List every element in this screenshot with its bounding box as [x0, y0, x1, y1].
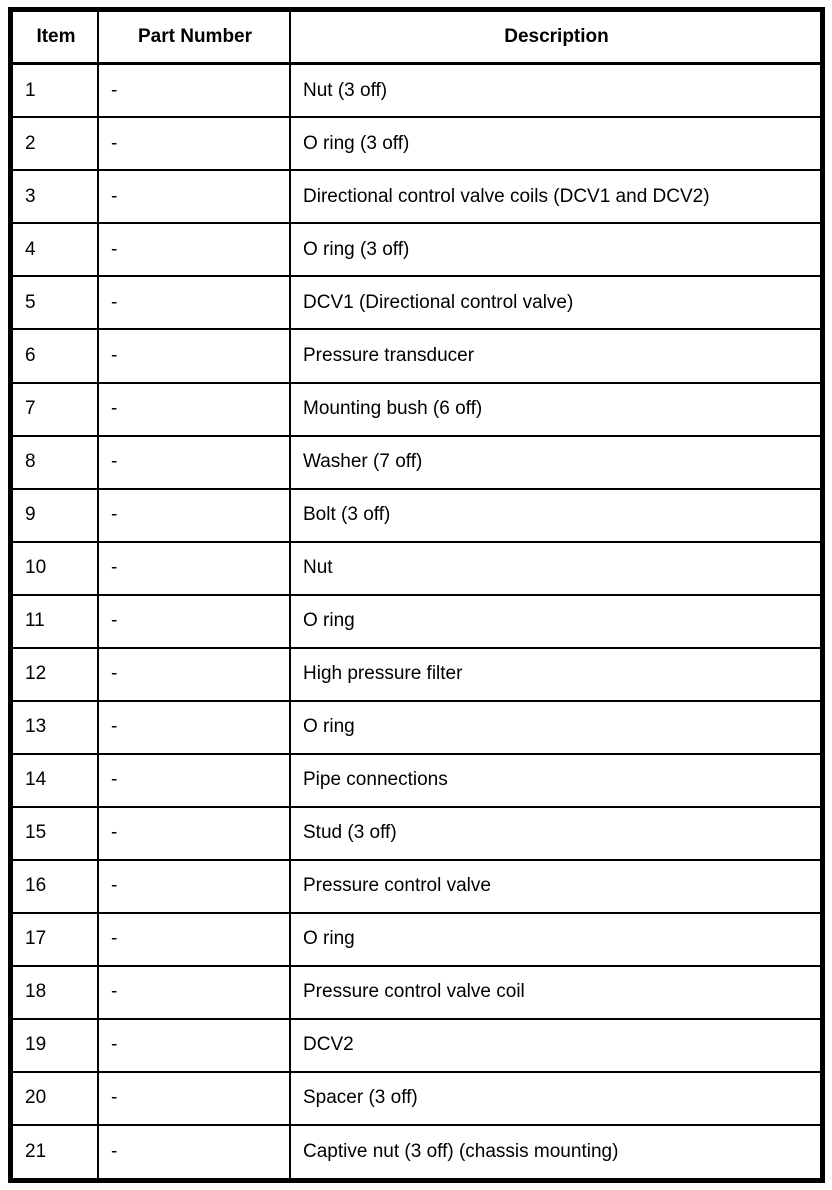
cell-description: Pressure transducer [290, 329, 823, 382]
cell-description: DCV1 (Directional control valve) [290, 276, 823, 329]
cell-item: 11 [11, 595, 99, 648]
cell-description: Nut [290, 542, 823, 595]
cell-part-number: - [98, 542, 290, 595]
table-row [11, 701, 823, 754]
cell-description: Bolt (3 off) [290, 489, 823, 542]
cell-item: 18 [11, 966, 99, 1019]
cell-description: O ring (3 off) [290, 117, 823, 170]
cell-part-number: - [98, 754, 290, 807]
table-row [11, 966, 823, 1019]
table-row [11, 595, 823, 648]
table-row [11, 276, 823, 329]
cell-description: Nut (3 off) [290, 64, 823, 118]
cell-item: 14 [11, 754, 99, 807]
table-row [11, 860, 823, 913]
cell-item: 8 [11, 436, 99, 489]
cell-part-number: - [98, 648, 290, 701]
table-row [11, 542, 823, 595]
cell-part-number: - [98, 489, 290, 542]
cell-description: Stud (3 off) [290, 807, 823, 860]
table-row [11, 223, 823, 276]
table-row [11, 329, 823, 382]
table-row [11, 648, 823, 701]
cell-description: Directional control valve coils (DCV1 and DCV2) [290, 170, 823, 223]
cell-part-number: - [98, 1019, 290, 1072]
cell-part-number: - [98, 701, 290, 754]
parts-table-header [11, 10, 823, 64]
table-row [11, 754, 823, 807]
cell-item: 20 [11, 1072, 99, 1125]
cell-item: 4 [11, 223, 99, 276]
cell-description: Pressure control valve [290, 860, 823, 913]
table-row [11, 436, 823, 489]
column-header-description: Description [290, 10, 823, 64]
cell-part-number: - [98, 1125, 290, 1181]
cell-part-number: - [98, 64, 290, 118]
cell-description: Washer (7 off) [290, 436, 823, 489]
cell-part-number: - [98, 436, 290, 489]
parts-table [8, 7, 825, 1183]
header-row [11, 10, 823, 64]
cell-item: 5 [11, 276, 99, 329]
cell-part-number: - [98, 329, 290, 382]
cell-item: 7 [11, 383, 99, 436]
cell-item: 15 [11, 807, 99, 860]
cell-description: DCV2 [290, 1019, 823, 1072]
cell-part-number: - [98, 223, 290, 276]
table-row [11, 117, 823, 170]
cell-item: 21 [11, 1125, 99, 1181]
cell-part-number: - [98, 913, 290, 966]
column-header-item: Item [11, 10, 99, 64]
table-row [11, 807, 823, 860]
cell-part-number: - [98, 117, 290, 170]
table-row [11, 913, 823, 966]
cell-part-number: - [98, 170, 290, 223]
cell-part-number: - [98, 595, 290, 648]
cell-description: O ring [290, 701, 823, 754]
cell-description: Mounting bush (6 off) [290, 383, 823, 436]
table-row [11, 1072, 823, 1125]
cell-description: High pressure filter [290, 648, 823, 701]
cell-part-number: - [98, 966, 290, 1019]
cell-description: Captive nut (3 off) (chassis mounting) [290, 1125, 823, 1181]
cell-description: Spacer (3 off) [290, 1072, 823, 1125]
table-row [11, 1019, 823, 1072]
table-row [11, 170, 823, 223]
cell-item: 16 [11, 860, 99, 913]
table-row [11, 383, 823, 436]
cell-item: 10 [11, 542, 99, 595]
cell-part-number: - [98, 383, 290, 436]
cell-description: O ring [290, 913, 823, 966]
cell-part-number: - [98, 860, 290, 913]
cell-item: 19 [11, 1019, 99, 1072]
cell-item: 6 [11, 329, 99, 382]
table-row [11, 489, 823, 542]
parts-table-body [11, 64, 823, 1181]
cell-item: 13 [11, 701, 99, 754]
cell-description: Pipe connections [290, 754, 823, 807]
column-header-part-number: Part Number [98, 10, 290, 64]
cell-description: O ring [290, 595, 823, 648]
cell-part-number: - [98, 1072, 290, 1125]
cell-item: 12 [11, 648, 99, 701]
table-row [11, 64, 823, 118]
cell-item: 1 [11, 64, 99, 118]
cell-description: O ring (3 off) [290, 223, 823, 276]
cell-part-number: - [98, 276, 290, 329]
cell-part-number: - [98, 807, 290, 860]
cell-item: 3 [11, 170, 99, 223]
table-row [11, 1125, 823, 1181]
cell-description: Pressure control valve coil [290, 966, 823, 1019]
cell-item: 2 [11, 117, 99, 170]
cell-item: 17 [11, 913, 99, 966]
cell-item: 9 [11, 489, 99, 542]
